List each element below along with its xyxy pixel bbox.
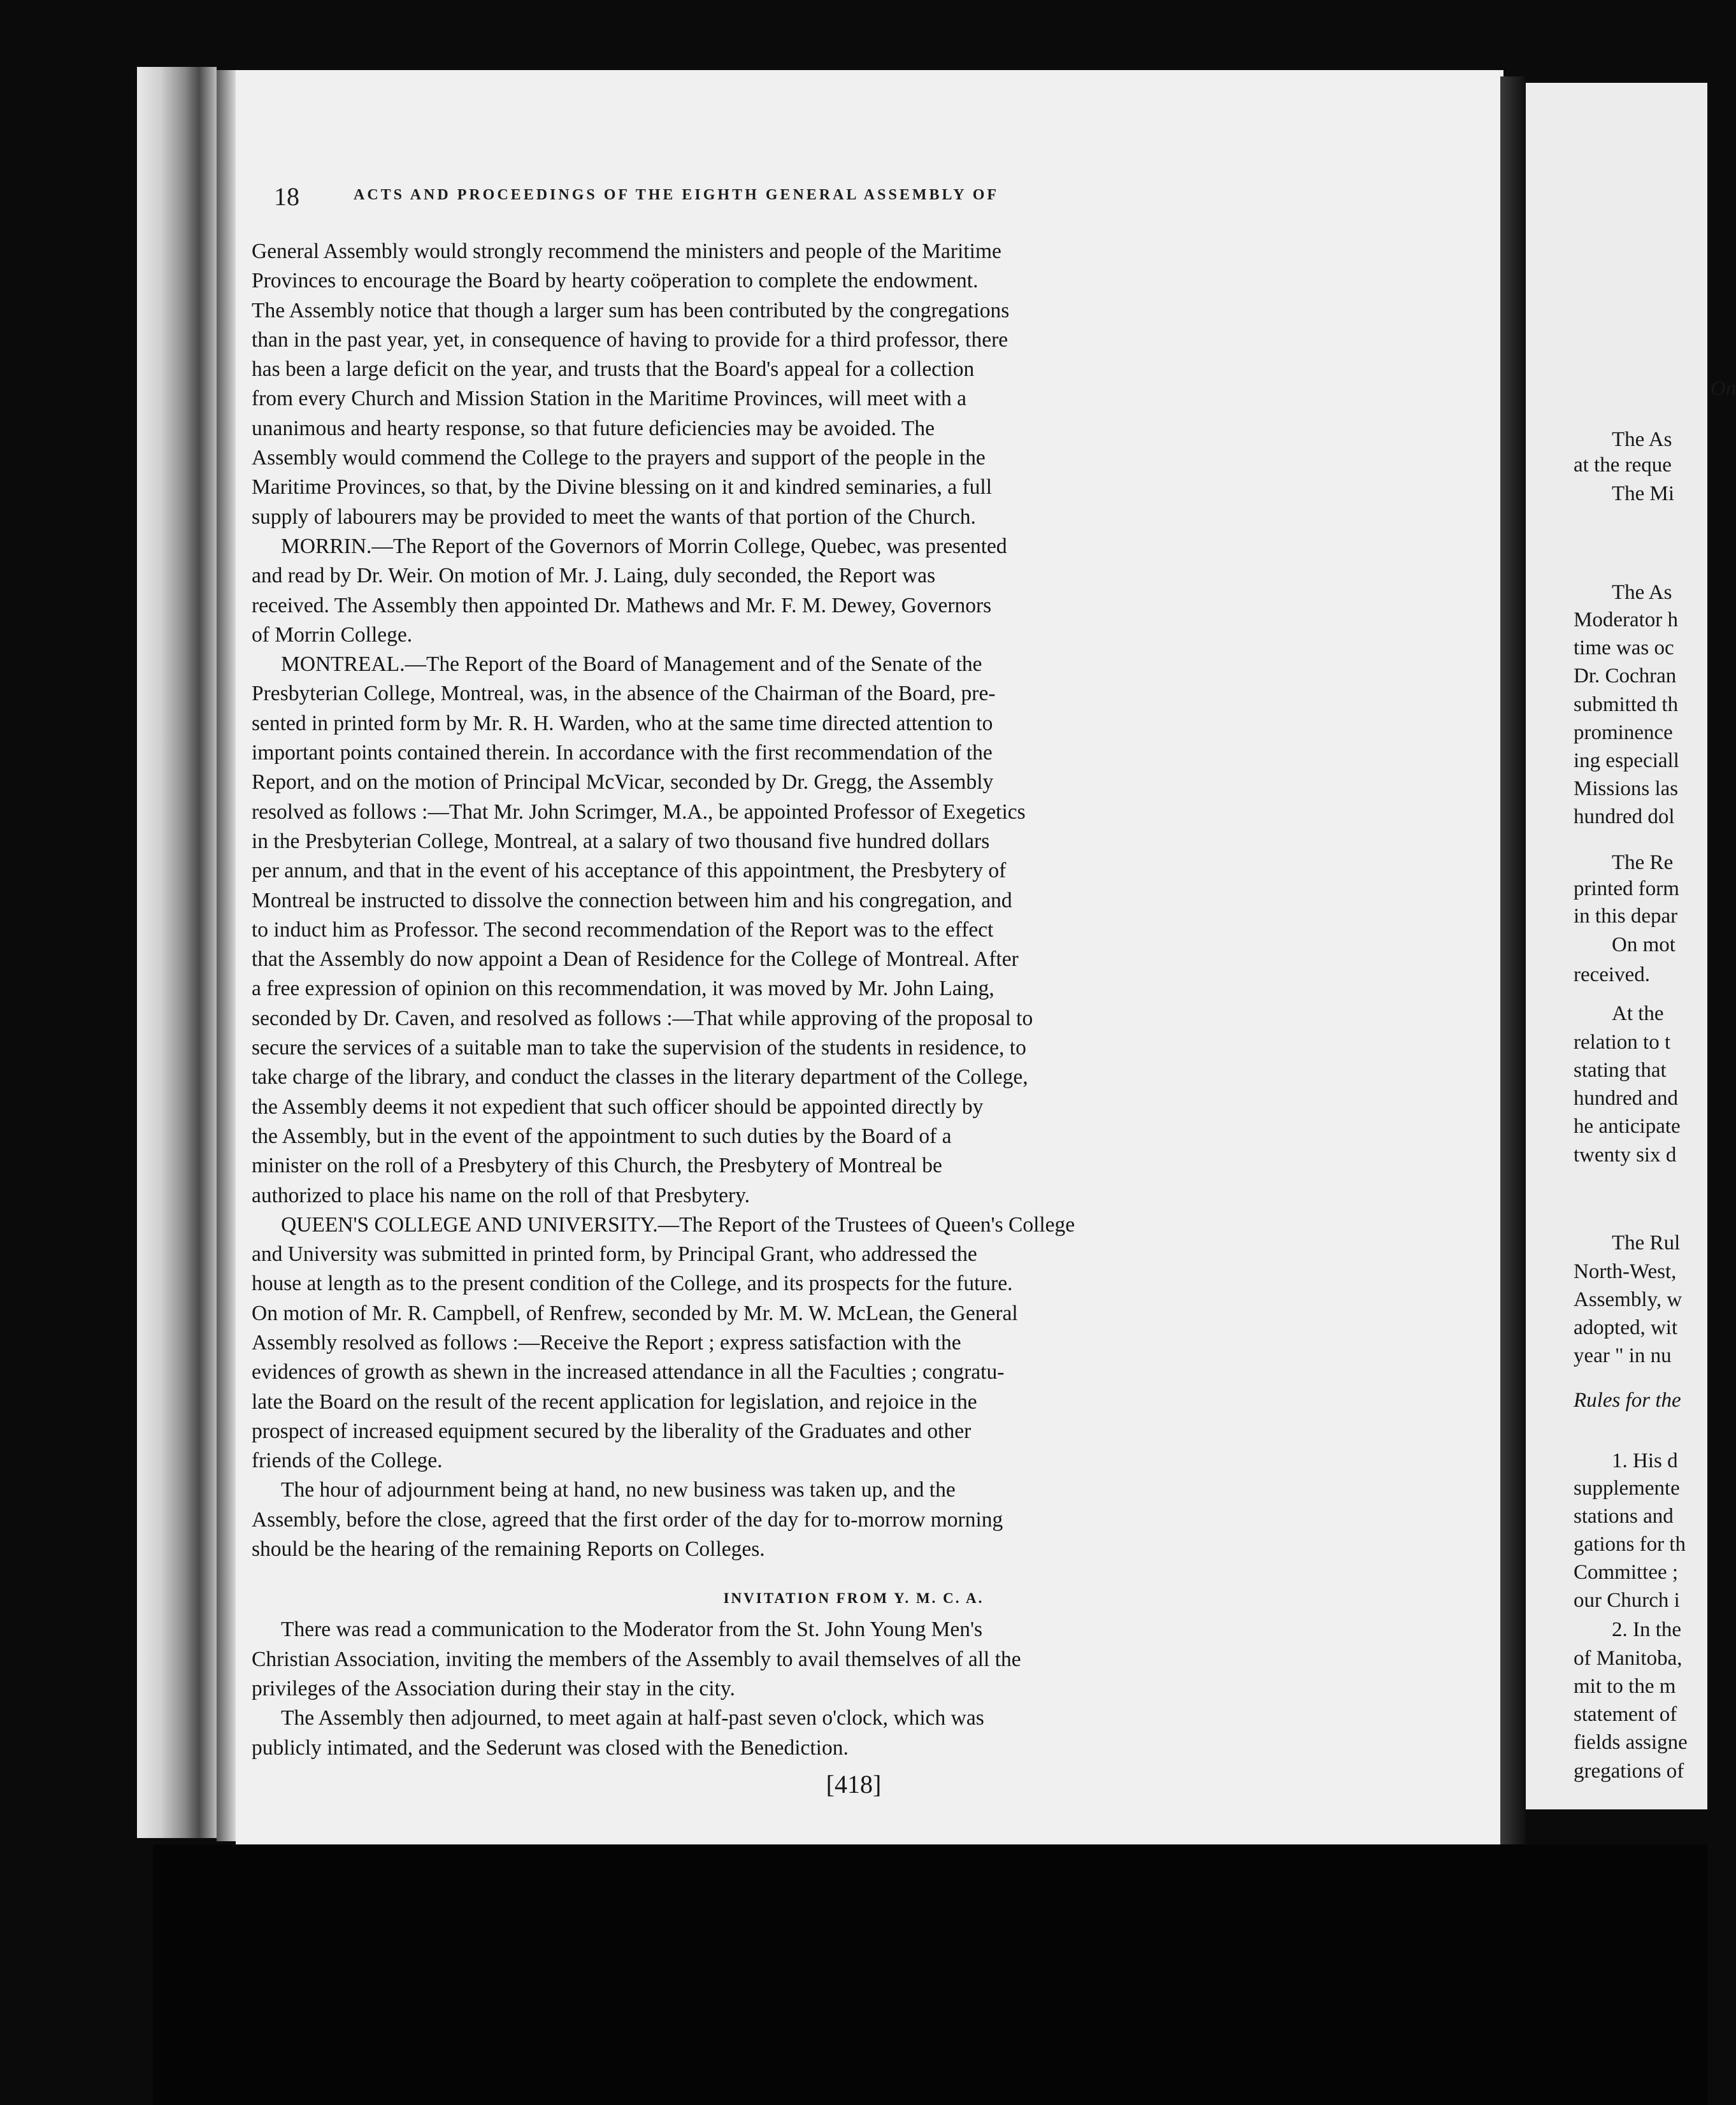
- right-text-line: Assembly, w: [1574, 1288, 1682, 1311]
- right-text-line: supplemente: [1574, 1477, 1680, 1500]
- right-text-line: received.: [1574, 963, 1650, 986]
- text-line: should be the hearing of the remaining Reports on Colleges.: [252, 1537, 765, 1562]
- right-text-line: of Manitoba,: [1574, 1647, 1682, 1670]
- right-text-line: Committee ;: [1574, 1561, 1679, 1584]
- body-text: [252, 237, 1456, 1804]
- text-line: house at length as to the present condition of the College, and its prospects for the future.: [252, 1272, 1013, 1296]
- text-line: The Assembly notice that though a larger sum has been contributed by the congregations: [252, 298, 1010, 322]
- text-line: Montreal be instructed to dissolve the connection between him and his congregation, and: [252, 888, 1012, 912]
- text-line: from every Church and Mission Station in the Maritime Provinces, will meet with a: [252, 387, 967, 411]
- right-text-line: hundred and: [1574, 1087, 1679, 1110]
- right-text-line: submitted th: [1574, 693, 1679, 716]
- text-line: Assembly would commend the College to the prayers and support of the people in the: [252, 446, 986, 470]
- text-line: seconded by Dr. Caven, and resolved as follows :—That while approving of the proposal to: [252, 1006, 1033, 1030]
- right-text-line: 2. In the: [1612, 1618, 1682, 1641]
- text-line: prospect of increased equipment secured by the liberality of the Graduates and other: [252, 1419, 972, 1443]
- text-line: to induct him as Professor. The second recommendation of the Report was to the effect: [252, 917, 994, 942]
- text-line: MONTREAL.—The Report of the Board of Management and of the Senate of the: [281, 652, 982, 677]
- text-line: of Morrin College.: [252, 622, 413, 647]
- right-text-line: hundred dol: [1574, 805, 1675, 828]
- right-text-line: The As: [1612, 581, 1672, 604]
- text-line: friends of the College.: [252, 1449, 443, 1473]
- text-line: QUEEN'S COLLEGE AND UNIVERSITY.—The Report of the Trustees of Queen's College: [281, 1212, 1075, 1237]
- text-line: There was read a communication to the Moderator from the St. John Young Men's: [281, 1618, 983, 1642]
- text-line: late the Board on the result of the recent application for legislation, and rejoice in the: [252, 1390, 977, 1414]
- page-binding-shadow: [217, 70, 236, 1841]
- right-text-line: The Mi: [1612, 482, 1675, 505]
- right-text-line: The Rul: [1612, 1232, 1681, 1254]
- right-text-line: ing especiall: [1574, 749, 1679, 772]
- right-text-line: Missions las: [1574, 777, 1679, 800]
- text-line: the Assembly, but in the event of the appointment to such duties by the Board of a: [252, 1124, 952, 1148]
- right-text-line: printed form: [1574, 877, 1679, 900]
- text-line: in the Presbyterian College, Montreal, at a salary of two thousand five hundred dollars: [252, 829, 990, 853]
- right-text-line: stating that: [1574, 1059, 1667, 1082]
- section-heading: INVITATION FROM Y. M. C. A.: [723, 1590, 984, 1607]
- book-edge: [137, 67, 217, 1838]
- right-text-line: On: [1711, 377, 1736, 400]
- text-line: has been a large deficit on the year, and trusts that the Board's appeal for a collection: [252, 357, 975, 382]
- text-line: Assembly, before the close, agreed that the first order of the day for to-morrow morning: [252, 1507, 1003, 1532]
- right-text-line: he anticipate: [1574, 1115, 1681, 1138]
- text-line: Report, and on the motion of Principal McVicar, seconded by Dr. Gregg, the Assembly: [252, 770, 994, 794]
- right-text-line: The Re: [1612, 851, 1674, 874]
- right-text-line: our Church i: [1574, 1589, 1680, 1612]
- text-line: The hour of adjournment being at hand, no new business was taken up, and the: [281, 1478, 956, 1502]
- text-line: On motion of Mr. R. Campbell, of Renfrew, seconded by Mr. M. W. McLean, the General: [252, 1301, 1018, 1325]
- text-line: The Assembly then adjourned, to meet again at half-past seven o'clock, which was: [281, 1706, 984, 1730]
- right-text-line: North-West,: [1574, 1260, 1677, 1283]
- text-line: unanimous and hearty response, so that future deficiencies may be avoided. The: [252, 416, 935, 440]
- text-line: and University was submitted in printed form, by Principal Grant, who addressed the: [252, 1242, 977, 1267]
- right-text-line: gregations of: [1574, 1760, 1684, 1783]
- text-line: important points contained therein. In accordance with the first recommendation of the: [252, 741, 993, 765]
- right-text-line: Dr. Cochran: [1574, 665, 1677, 687]
- right-text-line: Moderator h: [1574, 608, 1679, 631]
- text-line: Christian Association, inviting the members of the Assembly to avail themselves of all the: [252, 1647, 1021, 1671]
- right-text-line: year " in nu: [1574, 1344, 1672, 1367]
- text-line: sented in printed form by Mr. R. H. Warden, who at the same time directed attention to: [252, 711, 993, 735]
- text-line: General Assembly would strongly recommend the ministers and people of the Maritime: [252, 240, 1001, 263]
- text-line: a free expression of opinion on this recommendation, it was moved by Mr. John Laing,: [252, 977, 994, 1001]
- page-reference: [418]: [826, 1769, 882, 1799]
- right-text-line: statement of: [1574, 1703, 1677, 1726]
- right-text-line: time was oc: [1574, 636, 1674, 659]
- running-head-title: ACTS AND PROCEEDINGS OF THE EIGHTH GENERAL ASSEMBLY OF: [354, 187, 1000, 203]
- right-text-line: relation to t: [1574, 1031, 1671, 1054]
- text-line: authorized to place his name on the roll of that Presbytery.: [252, 1183, 750, 1207]
- text-line: and read by Dr. Weir. On motion of Mr. J. Laing, duly seconded, the Report was: [252, 564, 936, 588]
- scan-background: [153, 1844, 1707, 2105]
- text-line: received. The Assembly then appointed Dr. Mathews and Mr. F. M. Dewey, Governors: [252, 593, 992, 617]
- right-text-line: Rules for the: [1574, 1389, 1681, 1412]
- text-line: resolved as follows :—That Mr. John Scrimger, M.A., be appointed Professor of Exegetics: [252, 800, 1026, 824]
- right-text-line: mit to the m: [1574, 1675, 1676, 1698]
- text-line: minister on the roll of a Presbytery of this Church, the Presbytery of Montreal be: [252, 1154, 942, 1178]
- text-line: evidences of growth as shewn in the increased attendance in all the Faculties ; congratu-: [252, 1360, 1005, 1384]
- right-text-line: The As: [1612, 428, 1672, 451]
- text-line: Assembly resolved as follows :—Receive the Report ; express satisfaction with the: [252, 1330, 961, 1354]
- text-line: secure the services of a suitable man to take the supervision of the students in residence, to: [252, 1036, 1026, 1060]
- right-text-line: 1. His d: [1612, 1449, 1678, 1472]
- right-text-line: twenty six d: [1574, 1144, 1677, 1167]
- right-text-line: On mot: [1612, 933, 1675, 956]
- text-line: Provinces to encourage the Board by hearty coöperation to complete the endowment.: [252, 269, 979, 293]
- right-text-line: stations and: [1574, 1505, 1674, 1528]
- page-number: 18: [274, 182, 299, 211]
- right-text-line: fields assigne: [1574, 1731, 1688, 1754]
- text-line: the Assembly deems it not expedient that such officer should be appointed directly by: [252, 1095, 984, 1119]
- book-gutter: [1500, 76, 1526, 1848]
- text-line: Presbyterian College, Montreal, was, in the absence of the Chairman of the Board, pre-: [252, 682, 996, 706]
- running-head: [274, 182, 1357, 220]
- text-line: privileges of the Association during their stay in the city.: [252, 1676, 735, 1700]
- right-text-line: in this depar: [1574, 905, 1678, 928]
- text-line: publicly intimated, and the Sederunt was closed with the Benediction.: [252, 1735, 849, 1760]
- right-text-line: prominence: [1574, 721, 1673, 744]
- text-line: than in the past year, yet, in consequence of having to provide for a third professor, there: [252, 327, 1008, 352]
- text-line: MORRIN.—The Report of the Governors of Morrin College, Quebec, was presented: [281, 534, 1007, 558]
- text-line: take charge of the library, and conduct the classes in the literary department of the College,: [252, 1065, 1028, 1089]
- text-line: supply of labourers may be provided to meet the wants of that portion of the Church.: [252, 505, 976, 529]
- right-text-line: At the: [1612, 1002, 1664, 1025]
- right-text-line: at the reque: [1574, 454, 1672, 477]
- text-line: Maritime Provinces, so that, by the Divine blessing on it and kindred seminaries, a full: [252, 475, 993, 499]
- right-text-line: adopted, wit: [1574, 1316, 1678, 1339]
- text-line: per annum, and that in the event of his acceptance of this appointment, the Presbytery of: [252, 859, 1007, 883]
- right-text-line: gations for th: [1574, 1533, 1686, 1556]
- text-line: that the Assembly do now appoint a Dean of Residence for the College of Montreal. After: [252, 947, 1019, 972]
